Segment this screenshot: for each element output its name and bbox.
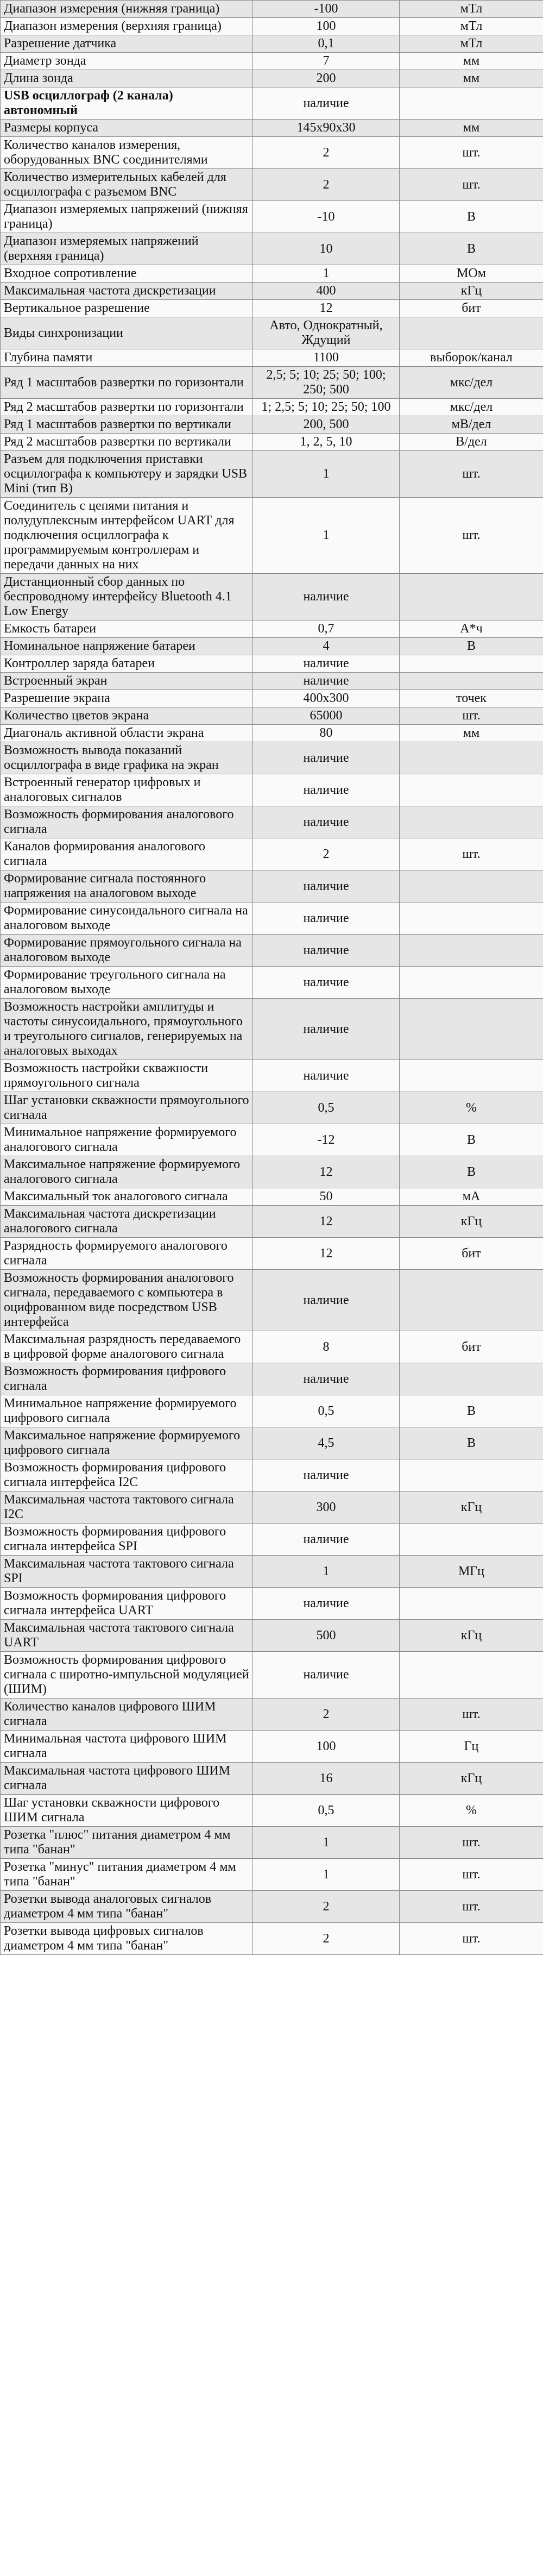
spec-unit-cell: мм — [400, 725, 543, 742]
spec-unit-cell — [400, 742, 543, 774]
spec-unit-cell — [400, 1363, 543, 1395]
spec-unit-cell: В — [400, 1156, 543, 1188]
spec-value-cell: наличие — [253, 1060, 400, 1092]
spec-unit-cell — [400, 1524, 543, 1556]
spec-name-cell: Диаметр зонда — [1, 53, 253, 70]
spec-value-cell: -10 — [253, 201, 400, 233]
spec-unit-cell: точек — [400, 690, 543, 707]
table-row — [1, 1156, 543, 1188]
spec-value-cell: 500 — [253, 1620, 400, 1652]
table-row — [1, 725, 543, 742]
spec-name-cell: Глубина памяти — [1, 349, 253, 367]
spec-unit-cell — [400, 870, 543, 902]
spec-name-cell: Ряд 2 масштабов развертки по горизонтали — [1, 399, 253, 416]
spec-value-cell: наличие — [253, 1524, 400, 1556]
table-row — [1, 1427, 543, 1459]
spec-unit-cell: В — [400, 1427, 543, 1459]
spec-unit-cell — [400, 1270, 543, 1331]
table-row — [1, 1827, 543, 1859]
spec-value-cell: наличие — [253, 655, 400, 673]
spec-name-cell: Диапазон измерения (нижняя граница) — [1, 1, 253, 18]
spec-value-cell: 8 — [253, 1331, 400, 1363]
spec-name-cell: Минимальное напряжение формируемого аналогового сигнала — [1, 1124, 253, 1156]
spec-name-cell: Максимальная разрядность передаваемого в цифровой форме аналогового сигнала — [1, 1331, 253, 1363]
spec-value-cell: 2 — [253, 1891, 400, 1923]
spec-unit-cell: мВ/дел — [400, 416, 543, 434]
spec-value-cell: наличие — [253, 935, 400, 967]
spec-name-cell: Минимальное напряжение формируемого цифрового сигнала — [1, 1395, 253, 1427]
spec-unit-cell: мм — [400, 70, 543, 87]
table-row — [1, 367, 543, 399]
table-row — [1, 1124, 543, 1156]
spec-value-cell: 0,5 — [253, 1795, 400, 1827]
spec-name-cell: Разъем для подключения приставки осциллографа к компьютеру и зарядки USB Mini (тип В) — [1, 451, 253, 498]
table-row — [1, 838, 543, 870]
spec-name-cell: Виды синхронизации — [1, 317, 253, 349]
spec-value-cell: наличие — [253, 870, 400, 902]
spec-value-cell: 2 — [253, 1698, 400, 1731]
spec-name-cell: Разрешение датчика — [1, 35, 253, 53]
spec-value-cell: 2 — [253, 137, 400, 169]
table-row — [1, 1652, 543, 1698]
table-row — [1, 120, 543, 137]
spec-unit-cell: В — [400, 1124, 543, 1156]
spec-name-cell: Максимальное напряжение формируемого цифрового сигнала — [1, 1427, 253, 1459]
spec-value-cell: 100 — [253, 18, 400, 35]
spec-name-cell: Встроенный экран — [1, 673, 253, 690]
spec-value-cell: наличие — [253, 1270, 400, 1331]
table-row — [1, 967, 543, 999]
spec-name-cell: Вертикальное разрешение — [1, 300, 253, 317]
spec-unit-cell: шт. — [400, 1698, 543, 1731]
table-row — [1, 1459, 543, 1491]
table-row — [1, 1923, 543, 1955]
spec-unit-cell: В — [400, 638, 543, 655]
spec-name-cell: Каналов формирования аналогового сигнала — [1, 838, 253, 870]
table-row — [1, 902, 543, 935]
spec-value-cell: 400 — [253, 283, 400, 300]
spec-unit-cell: шт. — [400, 707, 543, 725]
table-row — [1, 1891, 543, 1923]
table-row — [1, 1620, 543, 1652]
spec-name-cell: Розетки вывода аналоговых сигналов диаметром 4 мм типа "банан" — [1, 1891, 253, 1923]
table-row — [1, 349, 543, 367]
spec-value-cell: 145х90х30 — [253, 120, 400, 137]
spec-unit-cell: бит — [400, 1238, 543, 1270]
spec-unit-cell: В — [400, 233, 543, 265]
spec-name-cell: Емкость батареи — [1, 621, 253, 638]
spec-unit-cell: выборок/канал — [400, 349, 543, 367]
spec-value-cell: 400х300 — [253, 690, 400, 707]
table-row — [1, 201, 543, 233]
table-row — [1, 70, 543, 87]
spec-value-cell: 1 — [253, 1556, 400, 1588]
spec-name-cell: Шаг установки скважности прямоугольного сигнала — [1, 1092, 253, 1124]
spec-name-cell: Шаг установки скважности цифрового ШИМ сигнала — [1, 1795, 253, 1827]
table-row — [1, 1206, 543, 1238]
spec-value-cell: наличие — [253, 1652, 400, 1698]
table-row — [1, 1524, 543, 1556]
spec-unit-cell — [400, 967, 543, 999]
table-row — [1, 87, 543, 120]
spec-name-cell: Формирование сигнала постоянного напряжения на аналоговом выходе — [1, 870, 253, 902]
spec-value-cell: 1; 2,5; 5; 10; 25; 50; 100 — [253, 399, 400, 416]
table-row — [1, 935, 543, 967]
spec-value-cell: 0,7 — [253, 621, 400, 638]
spec-name-cell: Возможность формирования цифрового сигнала интерфейса UART — [1, 1588, 253, 1620]
table-row — [1, 1491, 543, 1524]
spec-value-cell: 7 — [253, 53, 400, 70]
spec-value-cell: 16 — [253, 1763, 400, 1795]
spec-unit-cell: мм — [400, 53, 543, 70]
spec-unit-cell: бит — [400, 1331, 543, 1363]
table-row — [1, 137, 543, 169]
spec-unit-cell: мм — [400, 120, 543, 137]
spec-value-cell: 1, 2, 5, 10 — [253, 434, 400, 451]
spec-name-cell: Возможность настройки скважности прямоугольного сигнала — [1, 1060, 253, 1092]
spec-name-cell: Максимальная частота тактового сигнала UART — [1, 1620, 253, 1652]
spec-unit-cell: кГц — [400, 1206, 543, 1238]
spec-name-cell: Максимальное напряжение формируемого аналогового сигнала — [1, 1156, 253, 1188]
spec-name-cell: Максимальный ток аналогового сигнала — [1, 1188, 253, 1206]
spec-value-cell: наличие — [253, 967, 400, 999]
spec-name-cell: Диагональ активной области экрана — [1, 725, 253, 742]
spec-unit-cell — [400, 902, 543, 935]
spec-name-cell: Формирование прямоугольного сигнала на аналоговом выходе — [1, 935, 253, 967]
spec-name-cell: Возможность формирования цифрового сигнала интерфейса I2C — [1, 1459, 253, 1491]
table-row — [1, 1859, 543, 1891]
spec-unit-cell: шт. — [400, 451, 543, 498]
spec-name-cell: Розетка "минус" питания диаметром 4 мм типа "банан" — [1, 1859, 253, 1891]
table-row — [1, 233, 543, 265]
spec-name-cell: Размеры корпуса — [1, 120, 253, 137]
spec-unit-cell — [400, 655, 543, 673]
spec-unit-cell: кГц — [400, 1763, 543, 1795]
spec-name-cell: Диапазон измеряемых напряжений (нижняя граница) — [1, 201, 253, 233]
table-row — [1, 265, 543, 283]
table-row — [1, 806, 543, 838]
spec-value-cell: наличие — [253, 902, 400, 935]
table-row — [1, 1270, 543, 1331]
spec-name-cell: Минимальная частота цифрового ШИМ сигнала — [1, 1731, 253, 1763]
spec-value-cell: наличие — [253, 806, 400, 838]
table-row — [1, 774, 543, 806]
spec-name-cell: USB осциллограф (2 канала) автономный — [1, 87, 253, 120]
spec-value-cell: наличие — [253, 1588, 400, 1620]
spec-unit-cell: шт. — [400, 169, 543, 201]
spec-unit-cell: кГц — [400, 283, 543, 300]
spec-value-cell: 300 — [253, 1491, 400, 1524]
spec-name-cell: Ряд 2 масштабов развертки по вертикали — [1, 434, 253, 451]
spec-value-cell: -12 — [253, 1124, 400, 1156]
spec-value-cell: 2 — [253, 838, 400, 870]
spec-name-cell: Соединитель с цепями питания и полудуплексным интерфейсом UART для подключения осциллографа к программируемым контроллерам и передачи данных на них — [1, 498, 253, 574]
spec-value-cell: наличие — [253, 1363, 400, 1395]
table-row — [1, 1763, 543, 1795]
table-row — [1, 169, 543, 201]
spec-name-cell: Количество каналов измерения, оборудованных BNC соединителями — [1, 137, 253, 169]
table-row — [1, 621, 543, 638]
spec-name-cell: Номинальное напряжение батареи — [1, 638, 253, 655]
table-row — [1, 707, 543, 725]
spec-unit-cell — [400, 774, 543, 806]
spec-value-cell: 12 — [253, 1238, 400, 1270]
spec-unit-cell — [400, 935, 543, 967]
table-row — [1, 399, 543, 416]
table-row — [1, 283, 543, 300]
spec-unit-cell: мА — [400, 1188, 543, 1206]
spec-name-cell: Количество каналов цифрового ШИМ сигнала — [1, 1698, 253, 1731]
spec-unit-cell — [400, 1060, 543, 1092]
spec-unit-cell: В/дел — [400, 434, 543, 451]
spec-value-cell: 2 — [253, 169, 400, 201]
spec-name-cell: Длина зонда — [1, 70, 253, 87]
spec-value-cell: 50 — [253, 1188, 400, 1206]
spec-value-cell: наличие — [253, 742, 400, 774]
spec-value-cell: 100 — [253, 1731, 400, 1763]
spec-unit-cell: кГц — [400, 1491, 543, 1524]
table-row — [1, 999, 543, 1060]
spec-value-cell: 80 — [253, 725, 400, 742]
table-row — [1, 574, 543, 621]
spec-unit-cell: шт. — [400, 1859, 543, 1891]
spec-unit-cell: В — [400, 201, 543, 233]
spec-value-cell: 12 — [253, 300, 400, 317]
table-row — [1, 1698, 543, 1731]
spec-value-cell: 12 — [253, 1156, 400, 1188]
spec-name-cell: Возможность формирования цифрового сигнала с широтно-импульсной модуляцией (ШИМ) — [1, 1652, 253, 1698]
spec-value-cell: 1 — [253, 265, 400, 283]
table-row — [1, 1556, 543, 1588]
spec-value-cell: 12 — [253, 1206, 400, 1238]
table-row — [1, 35, 543, 53]
table-row — [1, 1331, 543, 1363]
spec-name-cell: Возможность настройки амплитуды и частоты синусоидального, прямоугольного и треугольного сигналов, генерируемых на аналоговых выходах — [1, 999, 253, 1060]
spec-name-cell: Возможность формирования цифрового сигнала — [1, 1363, 253, 1395]
spec-name-cell: Розетка "плюс" питания диаметром 4 мм типа "банан" — [1, 1827, 253, 1859]
spec-unit-cell: В — [400, 1395, 543, 1427]
spec-value-cell: 0,5 — [253, 1395, 400, 1427]
spec-unit-cell: мТл — [400, 18, 543, 35]
spec-name-cell: Максимальная частота тактового сигнала I2C — [1, 1491, 253, 1524]
spec-name-cell: Возможность формирования аналогового сигнала, передаваемого с компьютера в оцифрованном виде посредством USB интерфейса — [1, 1270, 253, 1331]
spec-value-cell: 200 — [253, 70, 400, 87]
spec-value-cell: 1100 — [253, 349, 400, 367]
spec-value-cell: 200, 500 — [253, 416, 400, 434]
spec-name-cell: Количество цветов экрана — [1, 707, 253, 725]
spec-name-cell: Ряд 1 масштабов развертки по вертикали — [1, 416, 253, 434]
spec-name-cell: Встроенный генератор цифровых и аналоговых сигналов — [1, 774, 253, 806]
spec-unit-cell: шт. — [400, 498, 543, 574]
spec-name-cell: Максимальная частота дискретизации — [1, 283, 253, 300]
spec-unit-cell: Гц — [400, 1731, 543, 1763]
table-row — [1, 18, 543, 35]
table-row — [1, 673, 543, 690]
table-row — [1, 1188, 543, 1206]
spec-name-cell: Разрядность формируемого аналогового сигнала — [1, 1238, 253, 1270]
spec-name-cell: Формирование треугольного сигнала на аналоговом выходе — [1, 967, 253, 999]
spec-unit-cell — [400, 673, 543, 690]
spec-name-cell: Диапазон измеряемых напряжений (верхняя граница) — [1, 233, 253, 265]
table-row — [1, 53, 543, 70]
table-row — [1, 317, 543, 349]
spec-name-cell: Формирование синусоидального сигнала на аналоговом выходе — [1, 902, 253, 935]
spec-name-cell: Диапазон измерения (верхняя граница) — [1, 18, 253, 35]
spec-unit-cell — [400, 806, 543, 838]
spec-value-cell: 1 — [253, 1827, 400, 1859]
table-row — [1, 1, 543, 18]
spec-unit-cell: мкс/дел — [400, 367, 543, 399]
spec-unit-cell — [400, 1459, 543, 1491]
spec-unit-cell: шт. — [400, 1923, 543, 1955]
spec-unit-cell: % — [400, 1092, 543, 1124]
spec-unit-cell — [400, 999, 543, 1060]
spec-name-cell: Входное сопротивление — [1, 265, 253, 283]
table-row — [1, 300, 543, 317]
spec-value-cell: наличие — [253, 774, 400, 806]
table-row — [1, 690, 543, 707]
spec-value-cell: Авто, Однократный, Ждущий — [253, 317, 400, 349]
table-row — [1, 870, 543, 902]
spec-unit-cell — [400, 1652, 543, 1698]
spec-value-cell: 1 — [253, 1859, 400, 1891]
table-row — [1, 638, 543, 655]
spec-name-cell: Розетки вывода цифровых сигналов диаметром 4 мм типа "банан" — [1, 1923, 253, 1955]
table-row — [1, 434, 543, 451]
spec-name-cell: Ряд 1 масштабов развертки по горизонтали — [1, 367, 253, 399]
spec-value-cell: 2 — [253, 1923, 400, 1955]
spec-unit-cell — [400, 87, 543, 120]
table-row — [1, 1092, 543, 1124]
spec-value-cell: -100 — [253, 1, 400, 18]
spec-name-cell: Максимальная частота цифрового ШИМ сигнала — [1, 1763, 253, 1795]
spec-name-cell: Количество измерительных кабелей для осциллографа с разъемом BNC — [1, 169, 253, 201]
spec-unit-cell: шт. — [400, 1827, 543, 1859]
spec-value-cell: наличие — [253, 87, 400, 120]
table-row — [1, 1363, 543, 1395]
spec-unit-cell — [400, 317, 543, 349]
spec-unit-cell: шт. — [400, 137, 543, 169]
table-row — [1, 1731, 543, 1763]
spec-name-cell: Возможность формирования аналогового сигнала — [1, 806, 253, 838]
spec-name-cell: Контроллер заряда батареи — [1, 655, 253, 673]
spec-value-cell: наличие — [253, 999, 400, 1060]
spec-name-cell: Максимальная частота тактового сигнала SPI — [1, 1556, 253, 1588]
spec-unit-cell: мкс/дел — [400, 399, 543, 416]
table-row — [1, 655, 543, 673]
spec-unit-cell — [400, 1588, 543, 1620]
spec-value-cell: наличие — [253, 574, 400, 621]
table-row — [1, 498, 543, 574]
spec-unit-cell: МГц — [400, 1556, 543, 1588]
spec-value-cell: 65000 — [253, 707, 400, 725]
spec-name-cell: Возможность вывода показаний осциллографа в виде графика на экран — [1, 742, 253, 774]
table-row — [1, 1238, 543, 1270]
spec-value-cell: 0,1 — [253, 35, 400, 53]
spec-table-body — [1, 1, 543, 1955]
table-row — [1, 1588, 543, 1620]
spec-value-cell: 4,5 — [253, 1427, 400, 1459]
spec-value-cell: 2,5; 5; 10; 25; 50; 100; 250; 500 — [253, 367, 400, 399]
spec-unit-cell: шт. — [400, 1891, 543, 1923]
spec-unit-cell — [400, 574, 543, 621]
table-row — [1, 1060, 543, 1092]
spec-unit-cell: кГц — [400, 1620, 543, 1652]
spec-unit-cell: % — [400, 1795, 543, 1827]
spec-name-cell: Возможность формирования цифрового сигнала интерфейса SPI — [1, 1524, 253, 1556]
spec-unit-cell: мТл — [400, 1, 543, 18]
spec-value-cell: 4 — [253, 638, 400, 655]
spec-name-cell: Разрешение экрана — [1, 690, 253, 707]
table-row — [1, 742, 543, 774]
spec-name-cell: Дистанционный сбор данных по беспроводному интерфейсу Bluetooth 4.1 Low Energy — [1, 574, 253, 621]
spec-unit-cell: бит — [400, 300, 543, 317]
spec-name-cell: Максимальная частота дискретизации аналогового сигнала — [1, 1206, 253, 1238]
spec-value-cell: 1 — [253, 451, 400, 498]
spec-value-cell: наличие — [253, 1459, 400, 1491]
spec-value-cell: 10 — [253, 233, 400, 265]
table-row — [1, 1795, 543, 1827]
spec-unit-cell: А*ч — [400, 621, 543, 638]
spec-unit-cell: МОм — [400, 265, 543, 283]
spec-value-cell: наличие — [253, 673, 400, 690]
spec-value-cell: 0,5 — [253, 1092, 400, 1124]
table-row — [1, 1395, 543, 1427]
table-row — [1, 451, 543, 498]
table-row — [1, 416, 543, 434]
spec-unit-cell: мТл — [400, 35, 543, 53]
spec-value-cell: 1 — [253, 498, 400, 574]
spec-unit-cell: шт. — [400, 838, 543, 870]
